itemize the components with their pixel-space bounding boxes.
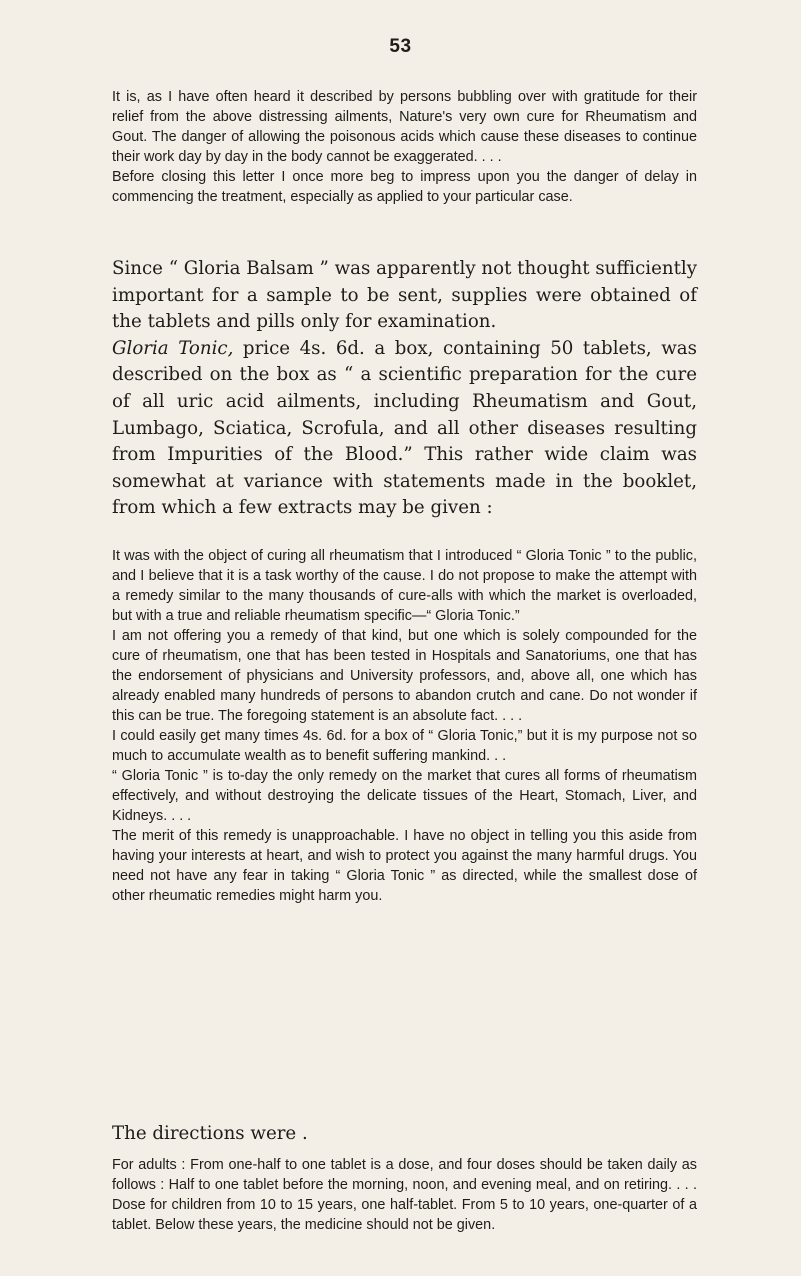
booklet-extracts (112, 546, 697, 906)
booklet-paragraph-1: It was with the object of curing all rheumatism that I introduced “ Gloria Tonic ” to the public, and I believe that it is a task worthy of the cause. I do not propose to make the attempt with a remedy similar to the many thousands of cure-alls with which the market is overloaded, but with a true and reliable rheumatism specific—“ Gloria Tonic.” (112, 548, 697, 624)
booklet-paragraph-4: “ Gloria Tonic ” is to-day the only remedy on the market that cures all forms of rheumatism effectively, and without destroying the delicate tissues of the Heart, Stomach, Liver, and Kidneys. . . . (112, 768, 697, 824)
commentary (112, 256, 697, 522)
commentary-paragraph-2 (112, 336, 697, 522)
letter-paragraph-2: Before closing this letter I once more beg to impress upon you the danger of delay in commencing the treatment, especially as applied to your particular case. (112, 169, 697, 205)
letter-paragraph-1: It is, as I have often heard it described by persons bubbling over with gratitude for their relief from the above distressing ailments, Nature's very own cure for Rheumatism and Gout. The danger of allowing the poisonous acids which cause these diseases to continue their work day by day in the body cannot be exaggerated. . . . (112, 89, 697, 165)
booklet-paragraph-2: I am not offering you a remedy of that kind, but one which is solely compounded for the cure of rheumatism, one that has been tested in Hospitals and Sanatoriums, one that has the endorsement of physicians and University professors, and, above all, one which has already enabled many hundreds of persons to abandon crutch and cane. Do not wonder if this can be true. The foregoing statement is an absolute fact. . . . (112, 628, 697, 724)
directions-text: For adults : From one-half to one tablet is a dose, and four doses should be taken daily as follows : Half to one tablet before the morning, noon, and evening meal, and on retiring. . . . Dose for children from 10 to 15 years, one half-tablet. From 5 to 10 years, one-quarter of a tablet. Below these years, the medicine should not be given. (112, 1157, 697, 1233)
directions-section (112, 1121, 697, 1235)
page-number: 53 (389, 36, 412, 57)
product-name: Gloria Tonic, (112, 337, 234, 359)
directions-heading: The directions were . (112, 1123, 308, 1144)
booklet-paragraph-3: I could easily get many times 4s. 6d. for a box of “ Gloria Tonic,” but it is my purpose not so much to accumulate wealth as to benefit suffering mankind. . . (112, 728, 697, 764)
booklet-paragraph-5: The merit of this remedy is unapproachable. I have no object in telling you this aside from having your interests at heart, and wish to protect you against the many harmful drugs. You need not have any fear in taking “ Gloria Tonic ” as directed, while the smallest dose of other rheumatic remedies might harm you. (112, 828, 697, 904)
letter-extract (112, 87, 697, 207)
commentary-paragraph-1: Since “ Gloria Balsam ” was apparently not thought sufficiently important for a sample to be sent, supplies were obtained of the tablets and pills only for examination. (112, 258, 697, 333)
commentary-paragraph-2-text: price 4s. 6d. a box, containing 50 tablets, was described on the box as “ a scientific preparation for the cure of all uric acid ailments, including Rheumatism and Gout, Lumbago, Sciatica, Scrofula, and all other diseases resulting from Impurities of the Blood.” This rather wide claim was somewhat at variance with statements made in the booklet, from which a few extracts may be given : (112, 337, 697, 519)
